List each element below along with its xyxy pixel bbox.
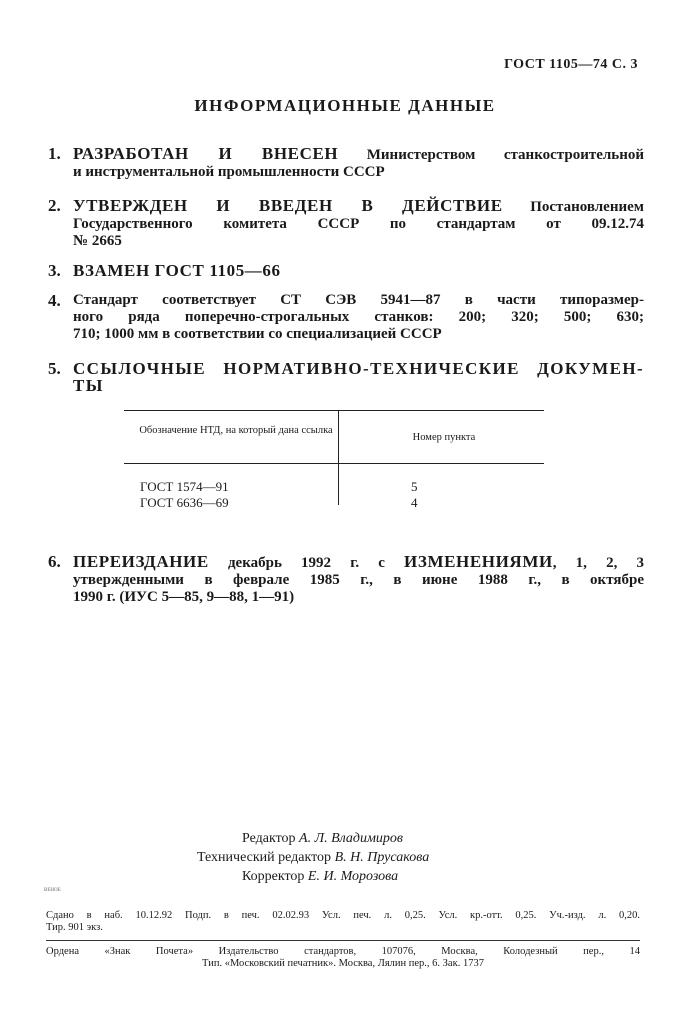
item-text: утвержденными в феврале 1985 г., в июне 1988 г., в октябре [73,572,644,588]
page-header-reference: ГОСТ 1105—74 С. 3 [504,57,638,72]
imprint-divider [46,940,640,941]
table-row [124,495,544,511]
item-text: Государственного комитета СССР по стандартам от 09.12.74 [73,216,644,232]
item-lead: ИЗМЕНЕНИЯМИ [404,552,553,571]
item-lead: ВЗАМЕН ГОСТ 1105—66 [73,261,281,280]
item-line [73,197,644,216]
item-number: 6. [48,552,61,571]
item-text: ССЫЛОЧНЫЕ НОРМАТИВНО-ТЕХНИЧЕСКИЕ ДОКУМЕН- [73,359,644,378]
item-text: , 1, 2, 3 [552,555,644,571]
item-text: Постановлением [502,199,644,215]
imprint-line: Тир. 901 экз. [46,922,103,933]
item-lead: ПЕРЕИЗДАНИЕ [73,552,209,571]
corrector-label: Корректор [242,869,305,884]
info-item-6 [48,553,644,606]
item-text: 710; 1000 мм в соответствии со специализацией СССР [73,326,442,342]
table-row [124,479,544,495]
item-lead: УТВЕРЖДЕН И ВВЕДЕН В ДЕЙСТВИЕ [73,196,503,215]
item-text: и инструментальной промышленности СССР [73,164,385,180]
table-header [124,411,544,464]
item-line [73,145,644,164]
info-item-4 [48,292,644,343]
info-item-2 [48,197,644,250]
column-header-point: Номер пункта [412,432,476,443]
item-line [73,553,644,572]
editor-label: Редактор [242,831,296,846]
publisher-block [46,946,640,970]
corrector-name: Е. И. Морозова [307,869,399,884]
table-cell-point: 5 [411,479,418,494]
info-item-1 [48,145,644,181]
editor-line [242,830,403,848]
item-number: 3. [48,261,61,280]
item-text: № 2665 [73,233,122,249]
column-header-document: Обозначение НТД, на который дана ссылка [139,425,333,436]
info-item-5 [48,360,644,394]
item-text: Стандарт соответствует СТ СЭВ 5941—87 в части типоразмер- [73,292,644,308]
table-cell-document: ГОСТ 6636—69 [140,495,229,510]
editor-name: А. Л. Владимиров [299,831,403,846]
item-text: ного ряда поперечно-строгальных станков: 200; 320; 500; 630; [73,309,644,325]
tech-editor-name: В. Н. Прусакова [334,850,430,865]
item-text: Министерством станкостроительной [338,147,644,163]
imprint-block [46,910,640,934]
table-cell-point: 4 [411,495,418,510]
page-title: ИНФОРМАЦИОННЫЕ ДАННЫЕ [194,96,496,115]
item-number: 2. [48,196,61,215]
item-text: декабрь 1992 г. с [208,555,405,571]
tech-editor-label: Технический редактор [197,850,332,865]
corrector-line [242,868,398,886]
item-number: 4. [48,291,61,310]
tech-editor-line [197,849,429,867]
printer-line: Тип. «Московский печатник». Москва, Лялин пер., 6. Зак. 1737 [202,958,484,969]
reference-documents-table [124,410,544,511]
publisher-line: Ордена «Знак Почета» Издательство стандартов, 107076, Москва, Колодезный пер., 14 [46,946,640,957]
info-item-3 [48,262,644,281]
table-cell-document: ГОСТ 1574—91 [140,479,229,494]
imprint-line: Сдано в наб. 10.12.92 Подп. в печ. 02.02.93 Усл. печ. л. 0,25. Усл. кр.-отт. 0,25. Уч.-изд. л. 0,20. [46,910,640,921]
item-lead: РАЗРАБОТАН И ВНЕСЕН [73,144,339,163]
item-number: 5. [48,359,61,378]
small-mark: ВЕНОЕ [44,888,61,893]
item-text: 1990 г. (ИУС 5—85, 9—88, 1—91) [73,589,295,605]
item-number: 1. [48,144,61,163]
item-text: ТЫ [73,376,104,395]
